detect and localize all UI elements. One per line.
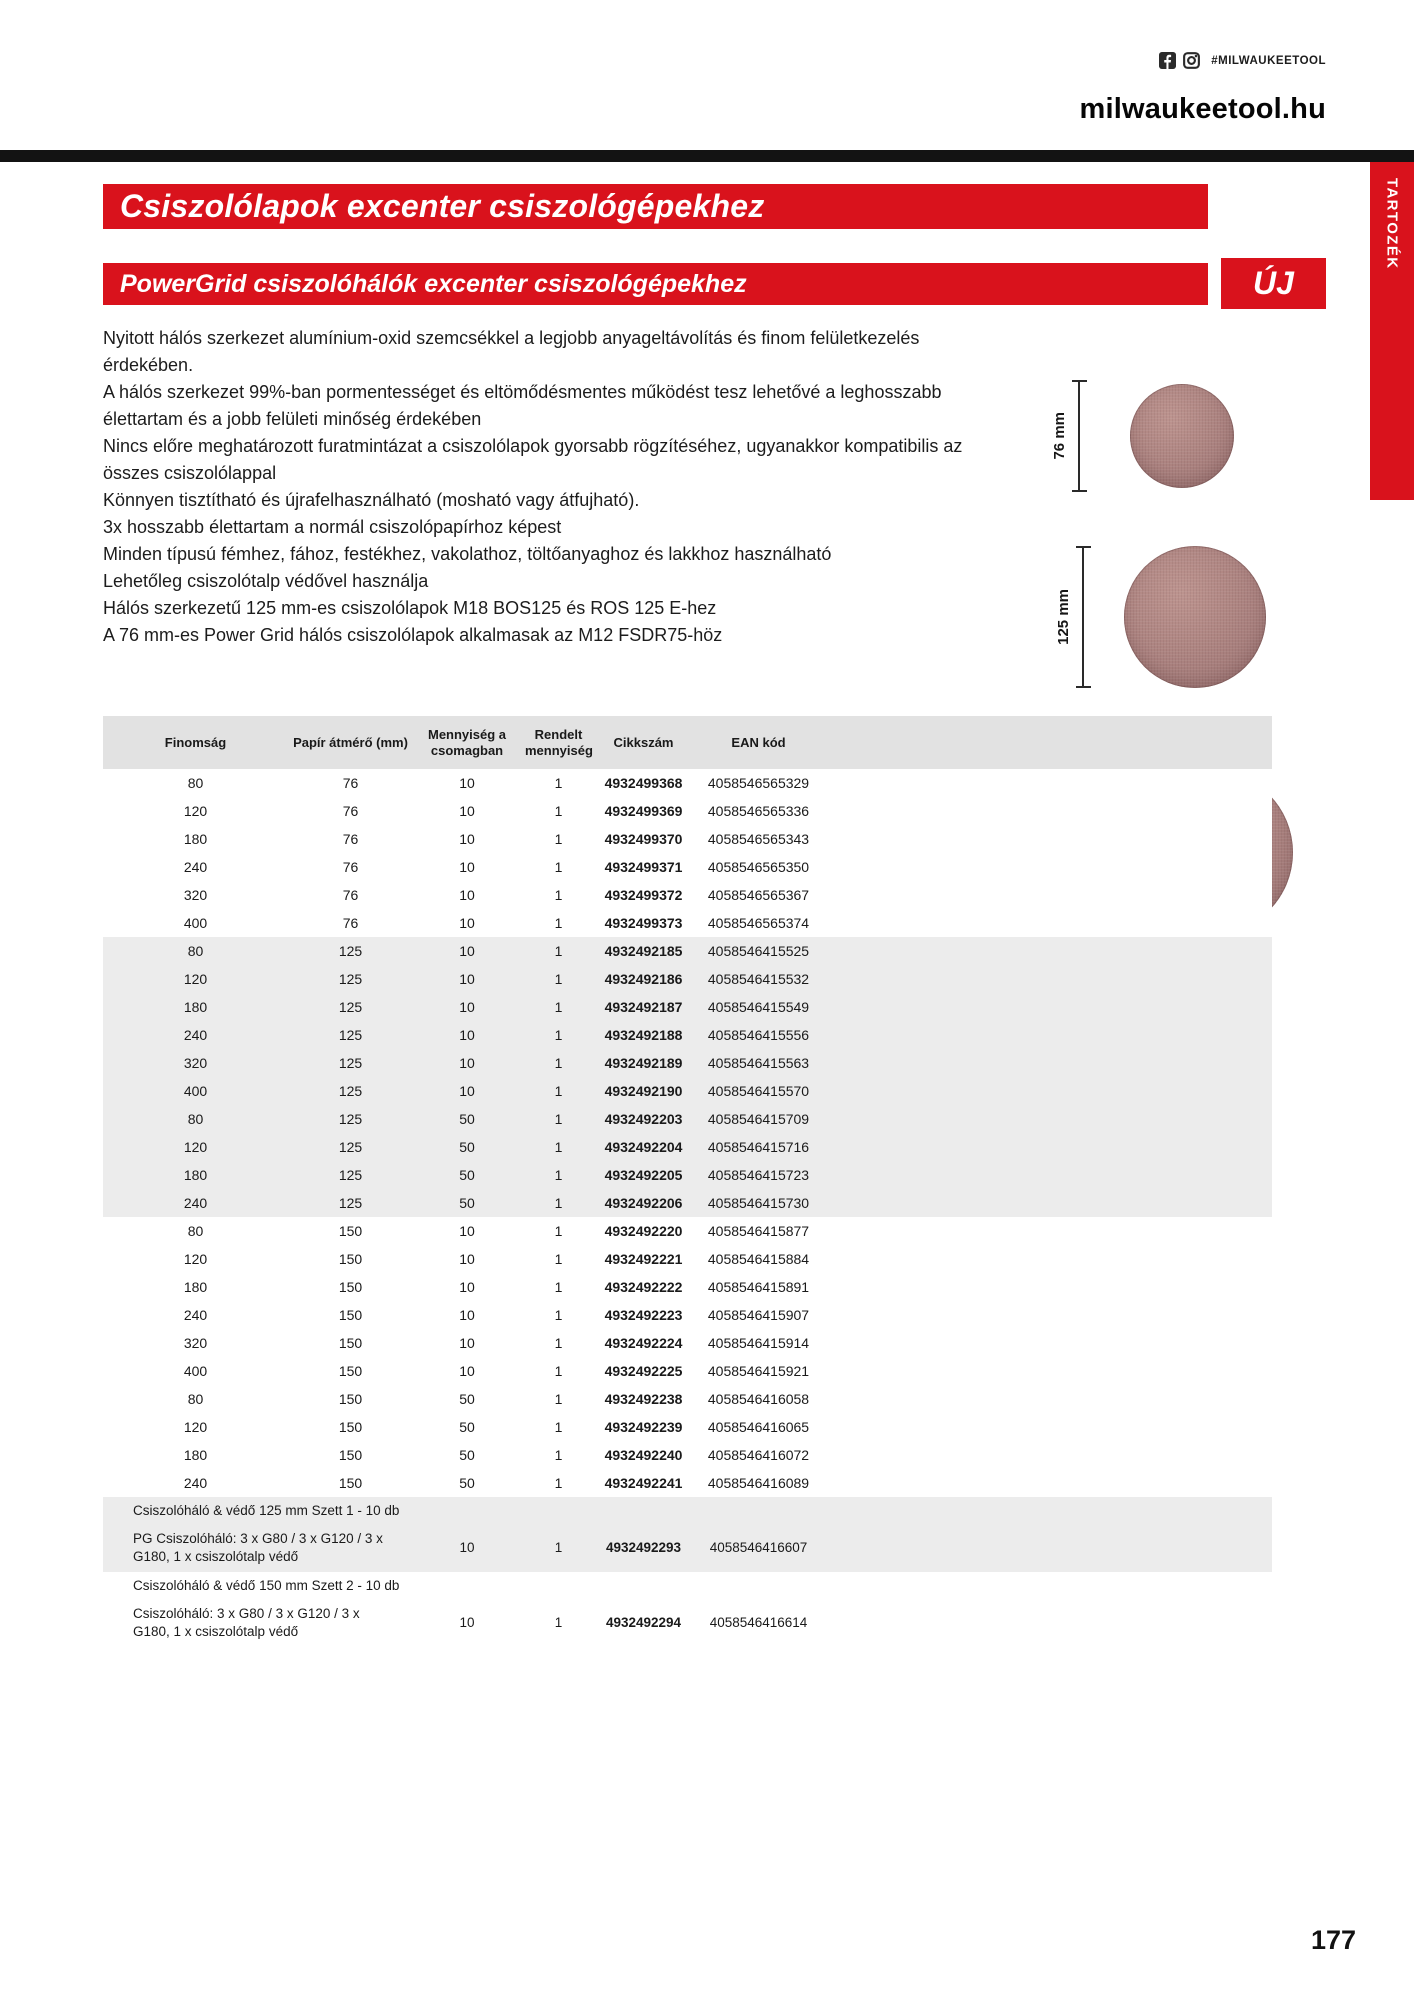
- dimension-line-76mm: [1078, 380, 1080, 492]
- table-cell: 10: [459, 1363, 475, 1379]
- table-cell: 4058546415532: [707, 971, 810, 987]
- table-cell: 4932492224: [604, 1335, 683, 1351]
- section-subtitle: PowerGrid csiszolóhálók excenter csiszológépekhez: [103, 263, 1208, 305]
- table-cell: 10: [459, 1335, 475, 1351]
- table-cell: 4932492189: [604, 1055, 683, 1071]
- table-cell: 80: [187, 1391, 204, 1407]
- table-cell: 1: [554, 859, 563, 875]
- table-cell: 4932499372: [604, 887, 683, 903]
- table-cell: 50: [459, 1447, 475, 1463]
- side-tab-label: TARTOZÉK: [1383, 178, 1401, 270]
- table-cell: 10: [459, 1083, 475, 1099]
- table-cell: 1: [554, 1139, 563, 1155]
- table-row: [103, 1245, 1272, 1273]
- dimension-label-76mm: [1048, 380, 1070, 492]
- table-cell: 76: [342, 887, 359, 903]
- table-cell: 4058546416065: [707, 1419, 810, 1435]
- table-cell: 4058546565343: [707, 831, 810, 847]
- table-cell: PG Csiszolóháló: 3 x G80 / 3 x G120 / 3 x G180, 1 x csiszolótalp védő: [133, 1531, 383, 1564]
- table-cell: 4932492205: [604, 1167, 683, 1183]
- table-cell: 10: [459, 1615, 475, 1631]
- table-row: [103, 1217, 1272, 1245]
- table-cell: 1: [554, 971, 563, 987]
- table-cell: 1: [554, 887, 563, 903]
- page-number: 177: [1310, 1925, 1356, 1955]
- table-cell: 76: [342, 775, 359, 791]
- table-cell: 180: [183, 1167, 208, 1183]
- table-cell: 1: [554, 1447, 563, 1463]
- set-detail-row: [103, 1599, 1272, 1647]
- table-cell: 150: [338, 1475, 363, 1491]
- table-cell: 4932492190: [604, 1083, 683, 1099]
- table-row: [103, 1021, 1272, 1049]
- table-cell: 4058546565374: [707, 915, 810, 931]
- table-cell: 10: [459, 831, 475, 847]
- table-cell: 50: [459, 1111, 475, 1127]
- table-cell: 240: [183, 1195, 208, 1211]
- feature-item: 3x hosszabb élettartam a normál csiszolópapírhoz képest: [103, 517, 562, 537]
- table-cell: 1: [554, 831, 563, 847]
- table-cell: 1: [554, 1111, 563, 1127]
- column-header: Papír átmérő (mm): [293, 734, 408, 750]
- table-body: [103, 769, 1272, 1647]
- table-cell: 180: [183, 999, 208, 1015]
- table-cell: 4932499369: [604, 803, 683, 819]
- table-cell: 180: [183, 831, 208, 847]
- table-row: [103, 1189, 1272, 1217]
- table-row: [103, 1329, 1272, 1357]
- table-cell: 4058546415549: [707, 999, 810, 1015]
- table-cell: 4932492188: [604, 1027, 683, 1043]
- table-cell: 76: [342, 803, 359, 819]
- table-cell: 50: [459, 1475, 475, 1491]
- table-cell: 125: [338, 1083, 363, 1099]
- table-cell: 50: [459, 1419, 475, 1435]
- table-row: [103, 1273, 1272, 1301]
- table-cell: 10: [459, 999, 475, 1015]
- table-row: [103, 937, 1272, 965]
- column-header: Mennyiség a csomagban: [427, 726, 507, 758]
- side-tab-tartozek: [1370, 162, 1414, 500]
- website-title: milwaukeetool.hu: [1079, 93, 1326, 125]
- table-cell: 4932492220: [604, 1223, 683, 1239]
- table-cell: 10: [459, 1307, 475, 1323]
- table-row: [103, 993, 1272, 1021]
- table-cell: 4932499368: [604, 775, 683, 791]
- table-cell: 10: [459, 971, 475, 987]
- table-row: [103, 1049, 1272, 1077]
- table-cell: 10: [459, 1279, 475, 1295]
- table-cell: 4058546565336: [707, 803, 810, 819]
- table-row: [103, 797, 1272, 825]
- table-cell: 50: [459, 1167, 475, 1183]
- set-title-row: Csiszolóháló & védő 150 mm Szett 2 - 10 db: [103, 1572, 1272, 1599]
- table-cell: 180: [183, 1279, 208, 1295]
- table-row: [103, 853, 1272, 881]
- table-cell: 10: [459, 887, 475, 903]
- table-row: [103, 1441, 1272, 1469]
- table-cell: 4058546416607: [709, 1540, 808, 1556]
- table-cell: 4932492241: [604, 1475, 683, 1491]
- feature-item: Minden típusú fémhez, fához, festékhez, vakolathoz, töltőanyaghoz és lakkhoz használható: [103, 544, 832, 564]
- table-row: [103, 1105, 1272, 1133]
- table-cell: 1: [554, 1419, 563, 1435]
- table-row: [103, 1385, 1272, 1413]
- table-cell: 150: [338, 1391, 363, 1407]
- facebook-icon: [1159, 52, 1176, 69]
- table-cell: 1: [554, 1027, 563, 1043]
- sanding-disc-image-76mm: [1130, 384, 1234, 488]
- sanding-disc-image-125mm: [1124, 546, 1266, 688]
- column-header: EAN kód: [731, 734, 786, 750]
- table-cell: 1: [554, 1167, 563, 1183]
- table-cell: 10: [459, 915, 475, 931]
- table-cell: 400: [183, 1083, 208, 1099]
- table-cell: 150: [338, 1363, 363, 1379]
- table-cell: 1: [554, 1615, 563, 1631]
- table-cell: 320: [183, 887, 208, 903]
- table-cell: 4058546415907: [707, 1307, 810, 1323]
- table-cell: 4932492239: [604, 1419, 683, 1435]
- table-cell: 320: [183, 1055, 208, 1071]
- table-cell: 1: [554, 1195, 563, 1211]
- table-cell: 4932492185: [604, 943, 683, 959]
- page-title: Csiszolólapok excenter csiszológépekhez: [103, 184, 1208, 229]
- table-header: [103, 716, 1272, 769]
- table-row: [103, 1357, 1272, 1385]
- feature-item: Hálós szerkezetű 125 mm-es csiszolólapok M18 BOS125 és ROS 125 E-hez: [103, 598, 717, 618]
- table-cell: 4932499371: [604, 859, 683, 875]
- table-cell: 180: [183, 1447, 208, 1463]
- table-cell: 4932492206: [604, 1195, 683, 1211]
- table-cell: 80: [187, 775, 204, 791]
- table-cell: 4932492221: [604, 1251, 683, 1267]
- table-cell: Csiszolóháló: 3 x G80 / 3 x G120 / 3 x G180, 1 x csiszolótalp védő: [133, 1606, 360, 1639]
- table-cell: 4058546415914: [707, 1335, 810, 1351]
- table-row: [103, 825, 1272, 853]
- table-cell: 4932492222: [604, 1279, 683, 1295]
- table-cell: 4058546415891: [707, 1279, 810, 1295]
- dimension-label-125mm: [1052, 546, 1074, 688]
- table-cell: 4058546416072: [707, 1447, 810, 1463]
- table-cell: 4932492204: [604, 1139, 683, 1155]
- table-cell: 120: [183, 803, 208, 819]
- table-cell: 50: [459, 1195, 475, 1211]
- table-cell: 1: [554, 803, 563, 819]
- table-cell: 120: [183, 971, 208, 987]
- table-cell: 4932492187: [604, 999, 683, 1015]
- table-row: [103, 1469, 1272, 1497]
- table-cell: 10: [459, 1055, 475, 1071]
- social-row: [1159, 52, 1326, 69]
- column-header: Cikkszám: [613, 734, 674, 750]
- table-cell: 125: [338, 971, 363, 987]
- table-row: [103, 1413, 1272, 1441]
- table-cell: 240: [183, 1307, 208, 1323]
- table-cell: 240: [183, 1475, 208, 1491]
- table-cell: 4058546415884: [707, 1251, 810, 1267]
- table-cell: 76: [342, 859, 359, 875]
- table-cell: 50: [459, 1391, 475, 1407]
- table-cell: 10: [459, 1223, 475, 1239]
- table-cell: 125: [338, 999, 363, 1015]
- table-cell: 120: [183, 1251, 208, 1267]
- table-cell: 80: [187, 1223, 204, 1239]
- table-cell: 120: [183, 1139, 208, 1155]
- feature-list: [103, 325, 987, 649]
- feature-item: Lehetőleg csiszolótalp védővel használja: [103, 571, 429, 591]
- table-cell: 1: [554, 1475, 563, 1491]
- table-cell: 10: [459, 1540, 475, 1556]
- new-badge: ÚJ: [1221, 258, 1326, 309]
- table-cell: 125: [338, 1195, 363, 1211]
- table-cell: 1: [554, 1540, 563, 1556]
- feature-item: A 76 mm-es Power Grid hálós csiszolólapok alkalmasak az M12 FSDR75-höz: [103, 625, 723, 645]
- table-cell: 150: [338, 1307, 363, 1323]
- table-cell: 1: [554, 1391, 563, 1407]
- table-row: [103, 965, 1272, 993]
- table-row: [103, 881, 1272, 909]
- table-cell: 1: [554, 915, 563, 931]
- table-cell: 150: [338, 1223, 363, 1239]
- table-row: [103, 1161, 1272, 1189]
- table-cell: 4058546415877: [707, 1223, 810, 1239]
- table-cell: 4058546416058: [707, 1391, 810, 1407]
- table-cell: 150: [338, 1447, 363, 1463]
- table-cell: 10: [459, 775, 475, 791]
- table-cell: 125: [338, 1139, 363, 1155]
- table-cell: 4058546415716: [707, 1139, 810, 1155]
- table-cell: 10: [459, 1027, 475, 1043]
- table-cell: 125: [338, 1055, 363, 1071]
- table-cell: 4058546415525: [707, 943, 810, 959]
- table-cell: 4932492223: [604, 1307, 683, 1323]
- table-cell: 10: [459, 803, 475, 819]
- table-cell: 400: [183, 1363, 208, 1379]
- table-cell: 240: [183, 859, 208, 875]
- table-cell: 4058546565350: [707, 859, 810, 875]
- table-cell: 4932492240: [604, 1447, 683, 1463]
- table-cell: 125: [338, 943, 363, 959]
- table-cell: 50: [459, 1139, 475, 1155]
- table-cell: 125: [338, 1027, 363, 1043]
- table-cell: 80: [187, 943, 204, 959]
- table-cell: 125: [338, 1167, 363, 1183]
- product-table: [103, 716, 1272, 1647]
- table-row: [103, 769, 1272, 797]
- table-cell: 10: [459, 1251, 475, 1267]
- feature-item: Nyitott hálós szerkezet alumínium-oxid szemcsékkel a legjobb anyageltávolítás és finom felületkezelés érdekében.: [103, 328, 920, 375]
- table-row: [103, 1133, 1272, 1161]
- table-row: [103, 909, 1272, 937]
- column-header: Rendelt mennyiség: [525, 726, 593, 758]
- table-cell: 76: [342, 831, 359, 847]
- table-cell: 125: [338, 1111, 363, 1127]
- table-cell: 4058546416089: [707, 1475, 810, 1491]
- column-header: Finomság: [164, 734, 227, 750]
- disc-size-label: 125 mm: [1054, 589, 1072, 645]
- table-cell: 1: [554, 1223, 563, 1239]
- table-cell: 76: [342, 915, 359, 931]
- table-cell: 1: [554, 1335, 563, 1351]
- table-cell: 4058546415709: [707, 1111, 810, 1127]
- table-cell: 4058546416614: [709, 1615, 808, 1631]
- table-cell: 10: [459, 943, 475, 959]
- feature-item: Nincs előre meghatározott furatmintázat a csiszolólapok gyorsabb rögzítéséhez, ugyanakkor kompatibilis az összes csiszolólappal: [103, 436, 963, 483]
- table-cell: 4058546565367: [707, 887, 810, 903]
- table-cell: 1: [554, 1307, 563, 1323]
- table-cell: 1: [554, 943, 563, 959]
- table-cell: 4058546415570: [707, 1083, 810, 1099]
- table-cell: 240: [183, 1027, 208, 1043]
- set-detail-row: [103, 1524, 1272, 1572]
- table-cell: 1: [554, 1363, 563, 1379]
- table-cell: 4932492294: [605, 1615, 682, 1631]
- table-cell: 4932492293: [605, 1540, 682, 1556]
- table-cell: 1: [554, 775, 563, 791]
- table-cell: 150: [338, 1251, 363, 1267]
- table-row: [103, 1077, 1272, 1105]
- table-cell: 4932492238: [604, 1391, 683, 1407]
- table-cell: 150: [338, 1279, 363, 1295]
- table-cell: 4058546415730: [707, 1195, 810, 1211]
- table-cell: 10: [459, 859, 475, 875]
- table-cell: 150: [338, 1335, 363, 1351]
- table-cell: 4932492225: [604, 1363, 683, 1379]
- instagram-icon: [1183, 52, 1200, 69]
- table-cell: 120: [183, 1419, 208, 1435]
- dimension-line-125mm: [1082, 546, 1084, 688]
- set-title-row: Csiszolóháló & védő 125 mm Szett 1 - 10 db: [103, 1497, 1272, 1524]
- table-cell: 4058546415563: [707, 1055, 810, 1071]
- table-cell: 4058546415723: [707, 1167, 810, 1183]
- table-cell: 1: [554, 1279, 563, 1295]
- table-cell: 4932499370: [604, 831, 683, 847]
- disc-size-label: 76 mm: [1050, 412, 1068, 460]
- table-cell: 4058546415921: [707, 1363, 810, 1379]
- table-cell: 4932492186: [604, 971, 683, 987]
- table-cell: 150: [338, 1419, 363, 1435]
- table-cell: 1: [554, 999, 563, 1015]
- table-cell: 4058546415556: [707, 1027, 810, 1043]
- table-cell: 4058546565329: [707, 775, 810, 791]
- table-cell: 4932499373: [604, 915, 683, 931]
- table-cell: 80: [187, 1111, 204, 1127]
- feature-item: Könnyen tisztítható és újrafelhasználható (mosható vagy átfujható).: [103, 490, 640, 510]
- brand-hashtag: #MILWAUKEETOOL: [1211, 54, 1326, 67]
- table-cell: 320: [183, 1335, 208, 1351]
- table-row: [103, 1301, 1272, 1329]
- table-cell: 400: [183, 915, 208, 931]
- table-cell: 1: [554, 1251, 563, 1267]
- table-cell: 1: [554, 1083, 563, 1099]
- divider-bar: [0, 150, 1414, 162]
- feature-item: A hálós szerkezet 99%-ban pormentességet és eltömődésmentes működést tesz lehetővé a leghosszabb élettartam és a jobb felületi minőség érdekében: [103, 382, 942, 429]
- table-cell: 4932492203: [604, 1111, 683, 1127]
- table-cell: 1: [554, 1055, 563, 1071]
